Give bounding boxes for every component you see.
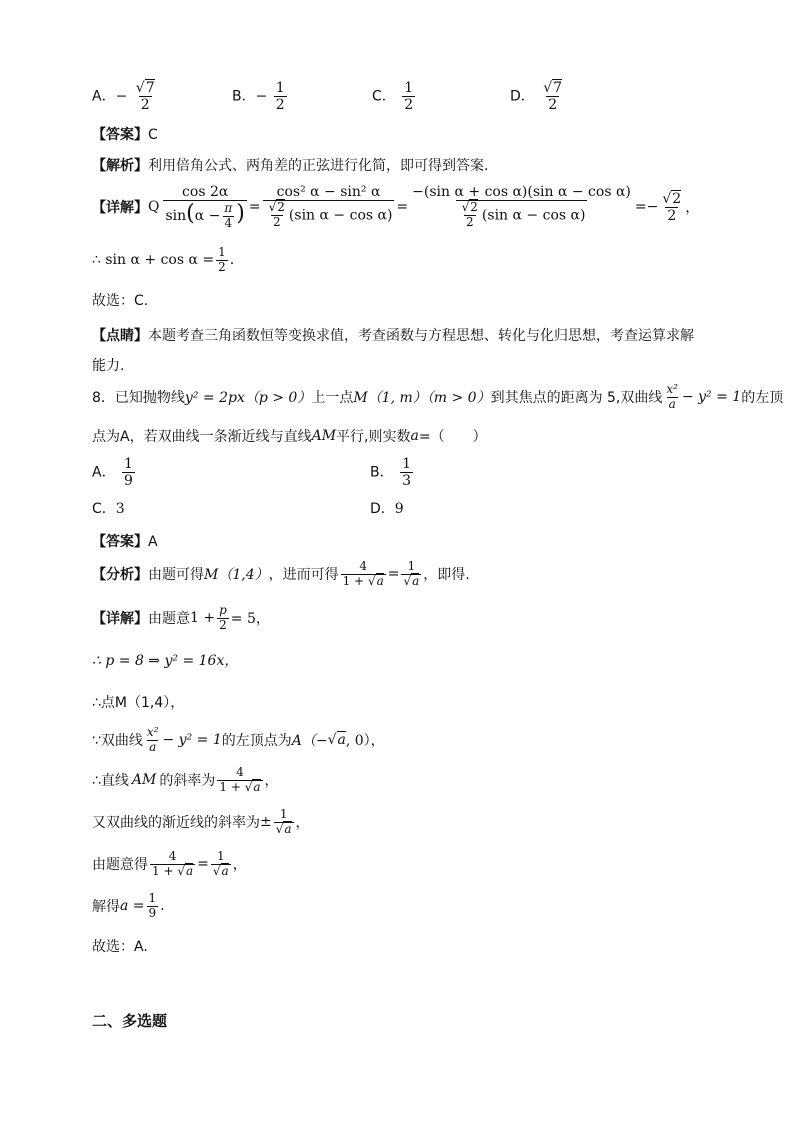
q7-option-c-fraction: $\frac{1}{2}$ bbox=[404, 80, 414, 114]
section-title: 二、多选题 bbox=[92, 1012, 168, 1030]
q8-stem-line1: 8．已知抛物线 y² = 2px（p > 0） 上一点 M（1, m）（m > 0） 到其焦点的距离为 5,双曲线 $\frac{\text{x²}}{a}$ − y² = 1 的左顶 bbox=[92, 382, 784, 411]
q7-option-c: C． $\frac{1}{2}$ bbox=[372, 80, 414, 114]
q7-therefore: ∴ sin α + cos α = $\frac{1}{2}$ . bbox=[92, 245, 235, 274]
q8-option-d: D．9 bbox=[370, 501, 404, 517]
eq-fraction-2: cos² α − sin² α $\frac{√2}{2}$ (sin α − cos α) bbox=[263, 184, 395, 230]
q7-conclusion: 故选：C. bbox=[92, 293, 149, 309]
q8-detail-4: ∵双曲线 $\frac{\text{x²}}{a}$ − y² = 1 的左顶点为 A（− √a , 0）， bbox=[92, 725, 385, 754]
q8-analysis: 【分析】 由题可得 M（1,4） ，进而可得 $\frac{4}{1 + √a}$ = $\frac{1}{√a}$ ，即得. bbox=[92, 559, 470, 588]
eq-fraction-4: $\frac{√2}{2}$ bbox=[662, 190, 682, 224]
q7-answer: 【答案】C bbox=[92, 127, 158, 143]
q8-detail-3: ∴点M（1,4）， bbox=[92, 695, 185, 711]
q7-option-d: D． $\frac{√7}{2}$ bbox=[510, 80, 563, 114]
q8-option-b: B． $\frac{1}{3}$ bbox=[370, 456, 411, 490]
q7-option-a-fraction: $\frac{√7}{2}$ bbox=[135, 80, 155, 114]
q7-comment: 【点睛】本题考查三角函数恒等变换求值，考查函数与方程思想、转化与化归思想，考查运算求解 能力. bbox=[92, 328, 694, 374]
q8-detail-2: ∴ p = 8 ⇒ y² = 16x， bbox=[92, 653, 239, 669]
q7-option-b-fraction: $\frac{1}{2}$ bbox=[275, 80, 285, 114]
q8-detail-6: 又双曲线的渐近线的斜率为 ± $\frac{1}{√a}$ ， bbox=[92, 807, 310, 836]
q8-stem-line2: 点为A，若双曲线一条渐近线与直线 AM 平行,则实数 a =（ ） bbox=[92, 428, 487, 445]
eq-fraction-3: −(sin α + cos α)(sin α − cos α) $\frac{√2}{2}$ (sin α − cos α) bbox=[412, 184, 631, 230]
q8-option-c: C．3 bbox=[92, 501, 125, 517]
q8-detail-8: 解得 a = $\frac{1}{9}$ . bbox=[92, 891, 165, 920]
q7-option-d-fraction: $\frac{√7}{2}$ bbox=[543, 80, 563, 114]
q7-option-a: A．− $\frac{√7}{2}$ bbox=[92, 80, 155, 114]
q8-detail-7: 由题意得 $\frac{4}{1 + √a}$ = $\frac{1}{√a}$ ， bbox=[92, 849, 247, 878]
q8-detail-1: 【详解】 由题意 1 + $\frac{p}{2}$ = 5， bbox=[92, 603, 270, 632]
q7-analysis: 【解析】利用倍角公式、两角差的正弦进行化简，即可得到答案. bbox=[92, 158, 489, 174]
q8-option-a: A． $\frac{1}{9}$ bbox=[92, 456, 133, 490]
q7-option-b: B．− $\frac{1}{2}$ bbox=[232, 80, 285, 114]
q8-detail-5: ∴直线 AM 的斜率为 $\frac{4}{1 + √a}$ ， bbox=[92, 765, 279, 794]
q7-detail-equation: 【详解】 Q cos 2α sin(α − $\frac{\pi}{4}$ ) = cos² α − sin² α $\frac{√2}{2}$ (sin α − cos α) = −(sin α + cos α)(sin α − cos α) $\frac{√2}{2}$ (sin α − cos α) = − $\frac{√2}{2}$ ， bbox=[92, 184, 700, 230]
q8-conclusion: 故选：A. bbox=[92, 939, 148, 955]
q8-answer: 【答案】A bbox=[92, 534, 158, 550]
eq-fraction-1: cos 2α sin(α − $\frac{\pi}{4}$ ) bbox=[165, 184, 245, 230]
